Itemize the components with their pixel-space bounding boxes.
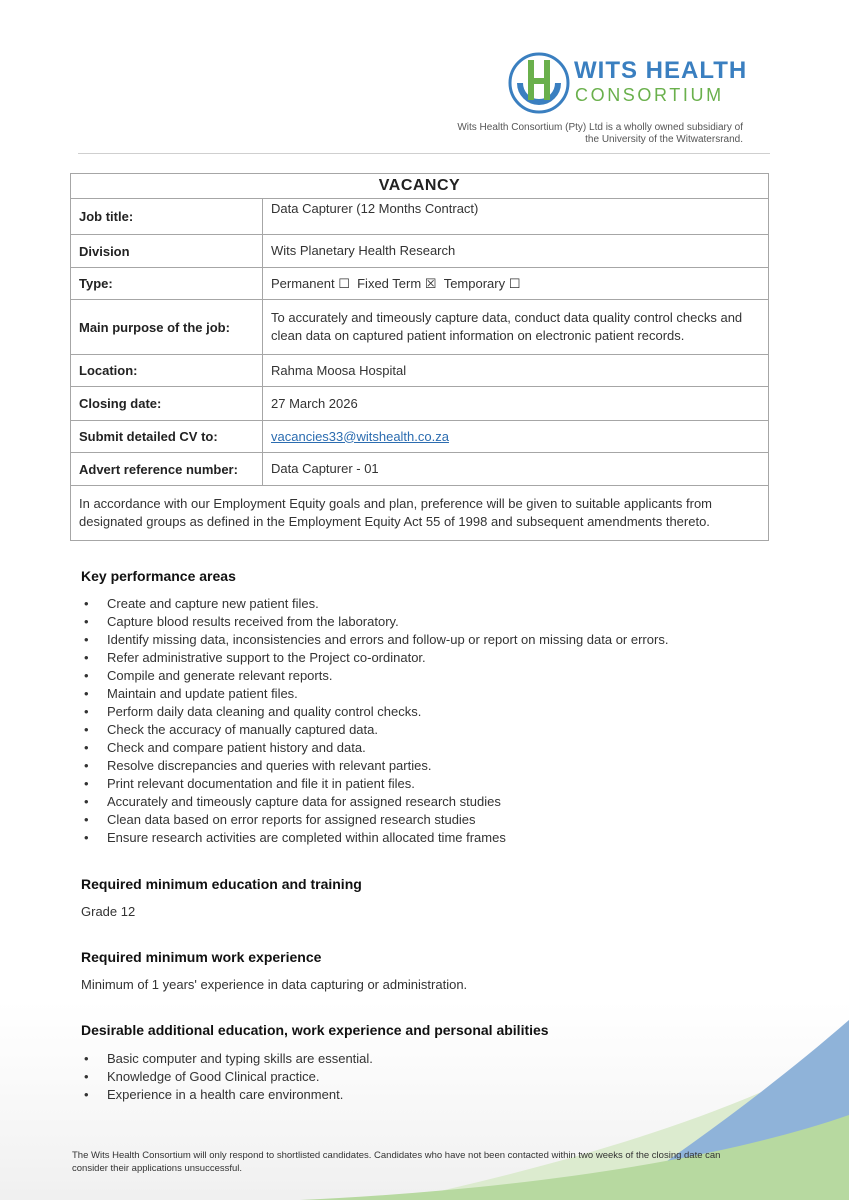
list-item: • Perform daily data cleaning and quality control checks.	[81, 703, 668, 721]
list-item: • Ensure research activities are completed within allocated time frames	[81, 829, 668, 847]
submit-cv-cell	[263, 421, 769, 453]
list-item: • Compile and generate relevant reports.	[81, 667, 668, 685]
list-item: • Capture blood results received from the laboratory.	[81, 613, 668, 631]
list-item: • Accurately and timeously capture data for assigned research studies	[81, 793, 668, 811]
purpose-label: Main purpose of the job:	[71, 300, 263, 355]
list-item: • Knowledge of Good Clinical practice.	[81, 1068, 373, 1086]
location-value: Rahma Moosa Hospital	[263, 355, 769, 387]
experience-text: Minimum of 1 years' experience in data capturing or administration.	[81, 977, 468, 992]
list-item: • Basic computer and typing skills are essential.	[81, 1050, 373, 1068]
list-item: • Resolve discrepancies and queries with relevant parties.	[81, 757, 668, 775]
table-row	[71, 486, 769, 541]
closing-date-label: Closing date:	[71, 387, 263, 421]
footer-disclaimer: The Wits Health Consortium will only respond to shortlisted candidates. Candidates who have not been contacted within two weeks of the closing date can consider their applications unsuccessful.	[72, 1150, 721, 1174]
job-title-value: Data Capturer (12 Months Contract)	[263, 199, 769, 235]
list-item: • Identify missing data, inconsistencies and errors and follow-up or report on missing data or errors.	[81, 631, 668, 649]
permanent-checkbox: ☐	[338, 275, 350, 291]
type-temporary-label: Temporary	[443, 275, 506, 291]
list-item: • Experience in a health care environment.	[81, 1086, 373, 1104]
wits-health-logo	[508, 52, 748, 114]
reference-value: Data Capturer - 01	[263, 453, 769, 486]
experience-heading: Required minimum work experience	[81, 949, 322, 965]
list-item: • Refer administrative support to the Project co-ordinator.	[81, 649, 668, 667]
logo-title: WITS HEALTH	[574, 57, 748, 84]
table-row	[71, 235, 769, 268]
closing-date-value: 27 March 2026	[263, 387, 769, 421]
table-row	[71, 300, 769, 355]
subsidiary-note: Wits Health Consortium (Pty) Ltd is a wholly owned subsidiary of the University of the Witwatersrand.	[457, 122, 743, 145]
kpa-heading: Key performance areas	[81, 568, 236, 584]
division-value: Wits Planetary Health Research	[263, 235, 769, 268]
vacancy-header-row	[71, 174, 769, 199]
location-label: Location:	[71, 355, 263, 387]
type-options	[263, 268, 769, 300]
table-row	[71, 453, 769, 486]
type-permanent-label: Permanent	[271, 275, 335, 291]
table-row	[71, 387, 769, 421]
table-row	[71, 421, 769, 453]
kpa-list	[81, 595, 668, 847]
reference-label: Advert reference number:	[71, 453, 263, 486]
table-row	[71, 355, 769, 387]
type-label: Type:	[71, 268, 263, 300]
list-item: • Check and compare patient history and data.	[81, 739, 668, 757]
job-title-label: Job title:	[71, 199, 263, 235]
table-row	[71, 199, 769, 235]
list-item: • Print relevant documentation and file it in patient files.	[81, 775, 668, 793]
submit-cv-label: Submit detailed CV to:	[71, 421, 263, 453]
desirable-list	[81, 1050, 373, 1104]
list-item: • Check the accuracy of manually captured data.	[81, 721, 668, 739]
temporary-checkbox: ☐	[508, 275, 521, 291]
purpose-value: To accurately and timeously capture data, conduct data quality control checks and clean data on captured patient information on electronic patient records.	[263, 300, 769, 355]
list-item: • Clean data based on error reports for assigned research studies	[81, 811, 668, 829]
header-divider	[78, 153, 770, 154]
equity-note: In accordance with our Employment Equity goals and plan, preference will be given to suitable applicants from designated groups as defined in the Employment Equity Act 55 of 1998 and subsequent amendments thereto.	[71, 486, 769, 541]
vacancy-heading: VACANCY	[71, 174, 769, 199]
wh-monogram-icon	[508, 52, 570, 114]
table-row	[71, 268, 769, 300]
vacancy-table	[70, 173, 769, 541]
division-label: Division	[71, 235, 263, 268]
education-heading: Required minimum education and training	[81, 876, 362, 892]
education-text: Grade 12	[81, 904, 136, 919]
email-link[interactable]: vacancies33@witshealth.co.za	[271, 428, 449, 444]
list-item: • Maintain and update patient files.	[81, 685, 668, 703]
list-item: • Create and capture new patient files.	[81, 595, 668, 613]
fixed-term-checkbox: ☒	[424, 275, 437, 291]
type-fixed-term-label: Fixed Term	[357, 275, 422, 291]
desirable-heading: Desirable additional education, work experience and personal abilities	[81, 1022, 549, 1038]
logo-subtitle: CONSORTIUM	[575, 85, 724, 105]
